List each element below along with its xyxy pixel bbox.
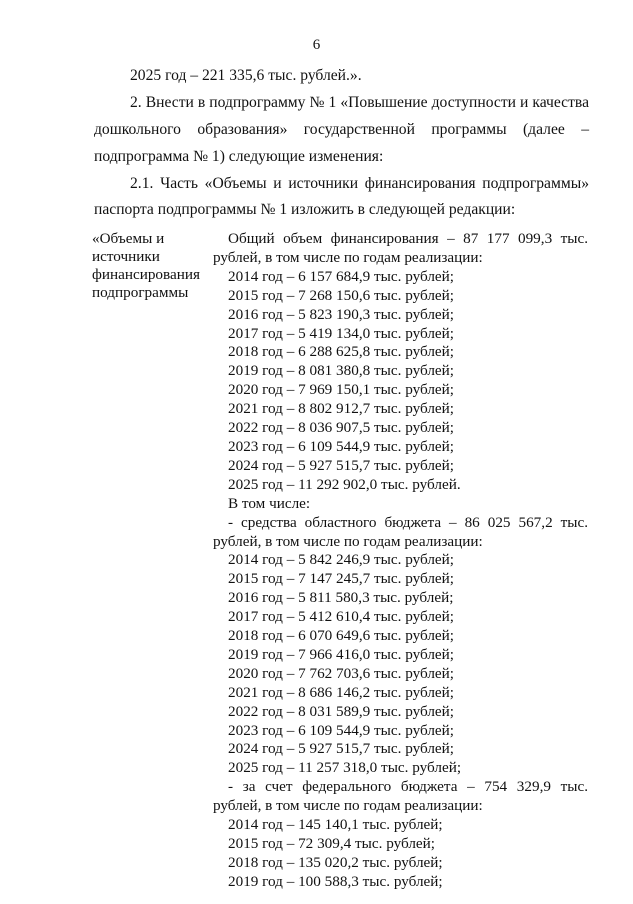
table-right-content — [213, 230, 588, 892]
total-year: 2023 год – 6 109 544,9 тыс. рублей; — [228, 437, 455, 455]
regional-line1: - средства областного бюджета – 86 025 567,2 тыс. — [228, 513, 588, 531]
left-label-line: источники — [92, 248, 160, 265]
total-year: 2020 год – 7 969 150,1 тыс. рублей; — [228, 381, 455, 399]
regional-year: 2021 год – 8 686 146,2 тыс. рублей; — [228, 683, 455, 701]
federal-line2: рублей, в том числе по годам реализации: — [213, 797, 483, 815]
federal-year: 2015 год – 72 309,4 тыс. рублей; — [228, 835, 436, 852]
regional-year: 2019 год – 7 966 416,0 тыс. рублей; — [228, 645, 455, 663]
left-label-line: «Объемы и — [92, 230, 165, 247]
item2-line3: подпрограмма № 1) следующие изменения: — [94, 148, 384, 165]
total-year: 2021 год – 8 802 912,7 тыс. рублей; — [228, 400, 455, 418]
total-year: 2018 год – 6 288 625,8 тыс. рублей; — [228, 343, 455, 361]
total-year: 2025 год – 11 292 902,0 тыс. рублей. — [228, 475, 461, 493]
total-year: 2015 год – 7 268 150,6 тыс. рублей; — [228, 286, 455, 304]
regional-year: 2022 год – 8 031 589,9 тыс. рублей; — [228, 702, 455, 720]
total-year: 2022 год – 8 036 907,5 тыс. рублей; — [228, 419, 455, 437]
regional-year: 2020 год – 7 762 703,6 тыс. рублей; — [228, 664, 455, 682]
regional-year: 2014 год – 5 842 246,9 тыс. рублей; — [228, 551, 455, 569]
regional-year: 2023 год – 6 109 544,9 тыс. рублей; — [228, 721, 455, 739]
item21-line1: 2.1. Часть «Объемы и источники финансирования подпрограммы» — [130, 175, 589, 192]
regional-line2: рублей, в том числе по годам реализации: — [213, 532, 483, 550]
regional-year: 2017 год – 5 412 610,4 тыс. рублей; — [228, 608, 455, 626]
total-year: 2019 год – 8 081 380,8 тыс. рублей; — [228, 362, 455, 380]
item2-line1: 2. Внести в подпрограмму № 1 «Повышение доступности и качества — [130, 94, 589, 111]
left-label-line: подпрограммы — [92, 284, 189, 301]
total-year: 2014 год – 6 157 684,9 тыс. рублей; — [228, 267, 455, 285]
item21-line2: паспорта подпрограммы № 1 изложить в следующей редакции: — [94, 201, 516, 218]
federal-year: 2018 год – 135 020,2 тыс. рублей; — [228, 853, 443, 871]
regional-year: 2018 год – 6 070 649,6 тыс. рублей; — [228, 627, 455, 645]
total-year: 2017 год – 5 419 134,0 тыс. рублей; — [228, 324, 455, 342]
item2-line2: дошкольного образования» государственной программы (далее – — [94, 121, 589, 138]
page-number: 6 — [312, 37, 321, 53]
regional-year: 2015 год – 7 147 245,7 тыс. рублей; — [228, 570, 455, 588]
total-line2: рублей, в том числе по годам реализации: — [213, 248, 483, 266]
including-label: В том числе: — [228, 494, 311, 512]
intro-tail: 2025 год – 221 335,6 тыс. рублей.». — [130, 67, 362, 84]
regional-year: 2016 год – 5 811 580,3 тыс. рублей; — [228, 589, 454, 607]
regional-year: 2024 год – 5 927 515,7 тыс. рублей; — [228, 740, 455, 758]
table-left-label — [92, 230, 212, 302]
federal-year: 2019 год – 100 588,3 тыс. рублей; — [228, 872, 443, 890]
total-year: 2016 год – 5 823 190,3 тыс. рублей; — [228, 305, 455, 323]
total-year: 2024 год – 5 927 515,7 тыс. рублей; — [228, 456, 455, 474]
federal-line1: - за счет федерального бюджета – 754 329,9 тыс. — [228, 778, 588, 796]
federal-year: 2014 год – 145 140,1 тыс. рублей; — [228, 816, 443, 834]
total-line1: Общий объем финансирования – 87 177 099,3 тыс. — [228, 230, 588, 247]
left-label-line: финансирования — [92, 266, 200, 283]
regional-year: 2025 год – 11 257 318,0 тыс. рублей; — [228, 759, 462, 777]
